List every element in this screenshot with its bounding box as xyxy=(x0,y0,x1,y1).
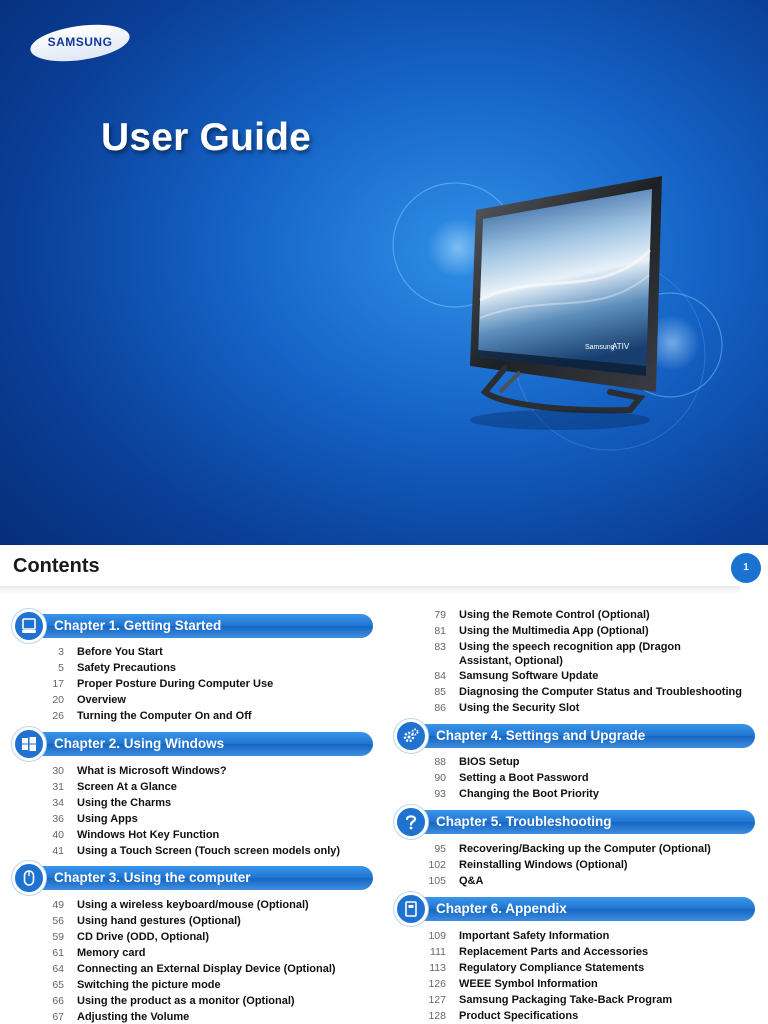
chapter-3-title: Chapter 3. Using the computer xyxy=(32,866,373,890)
toc-page: 41 xyxy=(52,845,64,857)
toc-title: Memory card xyxy=(77,947,146,959)
toc-title: Using Apps xyxy=(77,813,138,825)
toc-page: 81 xyxy=(434,625,446,637)
toc-entry[interactable] xyxy=(0,1010,380,1024)
cover-title: User Guide xyxy=(101,116,312,159)
toc-entry[interactable] xyxy=(0,677,380,693)
toc-title: Q&A xyxy=(459,875,484,887)
toc-title: Samsung Software Update xyxy=(459,670,599,682)
toc-title: Using the Remote Control (Optional) xyxy=(459,609,650,621)
chapter-4-header[interactable] xyxy=(394,723,755,749)
brand-name: SAMSUNG xyxy=(47,35,113,49)
toc-entry[interactable] xyxy=(382,701,768,717)
toc-entry[interactable] xyxy=(0,994,380,1010)
chapter-6-title: Chapter 6. Appendix xyxy=(414,897,755,921)
toc-page: 86 xyxy=(434,702,446,714)
toc-entry[interactable] xyxy=(0,914,380,930)
toc-entry[interactable] xyxy=(382,842,768,858)
toc-entry[interactable] xyxy=(382,640,768,669)
toc-page: 17 xyxy=(52,678,64,690)
toc-page: 20 xyxy=(52,694,64,706)
toc-page: 31 xyxy=(52,781,64,793)
chapter-2-title: Chapter 2. Using Windows xyxy=(32,732,373,756)
toc-title: BIOS Setup xyxy=(459,756,520,768)
toc-entry[interactable] xyxy=(0,962,380,978)
toc-entry[interactable] xyxy=(382,945,768,961)
question-mark-icon xyxy=(394,805,428,839)
toc-entry[interactable] xyxy=(0,898,380,914)
toc-title: Proper Posture During Computer Use xyxy=(77,678,274,690)
monitor-brand: Samsung xyxy=(585,344,615,351)
toc-entry[interactable] xyxy=(382,624,768,640)
toc-page: 26 xyxy=(52,710,64,722)
toc-page: 34 xyxy=(52,797,64,809)
chapter-1-header[interactable] xyxy=(12,613,373,639)
toc-page: 102 xyxy=(428,859,446,871)
toc-entry[interactable] xyxy=(382,929,768,945)
toc-title: Screen At a Glance xyxy=(77,781,177,793)
toc-page: 30 xyxy=(52,765,64,777)
header-divider xyxy=(0,586,740,594)
toc-entry[interactable] xyxy=(0,978,380,994)
computer-icon xyxy=(12,609,46,643)
toc-title: Changing the Boot Priority xyxy=(459,788,599,800)
book-icon xyxy=(394,892,428,926)
chapter-1-title: Chapter 1. Getting Started xyxy=(32,614,373,638)
toc-title: Important Safety Information xyxy=(459,930,610,942)
toc-entry[interactable] xyxy=(382,993,768,1009)
toc-title: Samsung Packaging Take-Back Program xyxy=(459,994,673,1006)
toc-title: Using the Charms xyxy=(77,797,172,809)
toc-title: Switching the picture mode xyxy=(77,979,221,991)
chapter-3-header[interactable] xyxy=(12,865,373,891)
chapter-3-entries-right xyxy=(382,608,768,717)
toc-page: 36 xyxy=(52,813,64,825)
toc-entry[interactable] xyxy=(382,874,768,890)
toc-entry[interactable] xyxy=(0,780,380,796)
toc-title: Before You Start xyxy=(77,646,163,658)
toc-title: Regulatory Compliance Statements xyxy=(459,962,645,974)
windows-logo-icon xyxy=(12,727,46,761)
toc-entry[interactable] xyxy=(0,796,380,812)
chapter-6-header[interactable] xyxy=(394,896,755,922)
toc-page: 59 xyxy=(52,931,64,943)
toc-entry[interactable] xyxy=(0,812,380,828)
toc-entry[interactable] xyxy=(382,669,768,685)
toc-title: Connecting an External Display Device (Optional) xyxy=(77,963,336,975)
toc-title: Using a wireless keyboard/mouse (Optional) xyxy=(77,899,309,911)
toc-entry[interactable] xyxy=(0,946,380,962)
chapter-3-entries-left xyxy=(0,898,380,1024)
toc-page: 105 xyxy=(428,875,446,887)
toc-page: 85 xyxy=(434,686,446,698)
chapter-5-entries xyxy=(382,842,768,890)
toc-title: Using the Security Slot xyxy=(459,702,580,714)
toc-title: Turning the Computer On and Off xyxy=(77,710,252,722)
contents-heading: Contents xyxy=(13,555,100,577)
toc-title: Recovering/Backing up the Computer (Optional) xyxy=(459,843,711,855)
toc-page: 95 xyxy=(434,843,446,855)
toc-page: 65 xyxy=(52,979,64,991)
chapter-5-header[interactable] xyxy=(394,809,755,835)
toc-title: Replacement Parts and Accessories xyxy=(459,946,649,958)
chapter-1-entries xyxy=(0,645,380,725)
toc-title: Using the Multimedia App (Optional) xyxy=(459,625,649,637)
gears-icon xyxy=(394,719,428,753)
toc-entry[interactable] xyxy=(0,645,380,661)
toc-page: 90 xyxy=(434,772,446,784)
toc-entry[interactable] xyxy=(0,930,380,946)
toc-page: 88 xyxy=(434,756,446,768)
chapter-2-entries xyxy=(0,764,380,860)
toc-entry[interactable] xyxy=(382,685,768,701)
toc-entry[interactable] xyxy=(0,709,380,725)
toc-page: 127 xyxy=(428,994,446,1006)
chapter-4-entries xyxy=(382,755,768,803)
toc-title: Safety Precautions xyxy=(77,662,177,674)
mouse-icon xyxy=(12,861,46,895)
samsung-logo xyxy=(30,26,130,60)
toc-page: 61 xyxy=(52,947,64,959)
toc-title: Overview xyxy=(77,694,126,706)
toc-title: CD Drive (ODD, Optional) xyxy=(77,931,210,943)
toc-page: 109 xyxy=(428,930,446,942)
toc-entry[interactable] xyxy=(0,828,380,844)
toc-title: WEEE Symbol Information xyxy=(459,978,598,990)
chapter-4-title: Chapter 4. Settings and Upgrade xyxy=(414,724,755,748)
toc-entry[interactable] xyxy=(382,771,768,787)
toc-title: Diagnosing the Computer Status and Troubleshooting xyxy=(459,686,742,698)
toc-page: 113 xyxy=(429,962,446,974)
toc-entry[interactable] xyxy=(0,693,380,709)
toc-title: Using hand gestures (Optional) xyxy=(77,915,241,927)
toc-entry[interactable] xyxy=(382,961,768,977)
toc-entry[interactable] xyxy=(382,858,768,874)
toc-page: 67 xyxy=(52,1011,64,1023)
toc-title: Windows Hot Key Function xyxy=(77,829,220,841)
toc-page: 126 xyxy=(428,978,446,990)
toc-entry[interactable] xyxy=(382,787,768,803)
toc-title: Using the speech recognition app (Dragon Assistant, Optional) xyxy=(459,641,681,667)
chapter-2-header[interactable] xyxy=(12,731,373,757)
toc-page: 49 xyxy=(52,899,64,911)
toc-entry[interactable] xyxy=(0,764,380,780)
toc-title: Adjusting the Volume xyxy=(77,1011,190,1023)
chapter-5-title: Chapter 5. Troubleshooting xyxy=(414,810,755,834)
toc-entry[interactable] xyxy=(382,977,768,993)
page-number-badge: 1 xyxy=(731,553,761,583)
toc-page: 93 xyxy=(434,788,446,800)
toc-page: 56 xyxy=(52,915,64,927)
toc-page: 66 xyxy=(52,995,64,1007)
toc-page: 3 xyxy=(58,646,64,658)
toc-title: Using a Touch Screen (Touch screen models only) xyxy=(77,845,341,857)
toc-page: 64 xyxy=(52,963,64,975)
toc-title: Reinstalling Windows (Optional) xyxy=(459,859,628,871)
toc-page: 5 xyxy=(58,662,64,674)
monitor-model: ATIV xyxy=(612,342,630,351)
toc-entry[interactable] xyxy=(0,661,380,677)
chapter-6-entries xyxy=(382,929,768,1024)
toc-entry[interactable] xyxy=(382,1009,768,1024)
toc-page: 128 xyxy=(428,1010,446,1022)
toc-title: Product Specifications xyxy=(459,1010,579,1022)
toc-entry[interactable] xyxy=(382,755,768,771)
toc-page: 83 xyxy=(434,641,446,653)
toc-page: 79 xyxy=(434,609,446,621)
toc-page: 40 xyxy=(52,829,64,841)
toc-title: Using the product as a monitor (Optional) xyxy=(77,995,295,1007)
toc-page: 84 xyxy=(434,670,446,682)
toc-entry[interactable] xyxy=(0,844,380,860)
toc-title: What is Microsoft Windows? xyxy=(77,765,227,777)
toc-entry[interactable] xyxy=(382,608,768,624)
toc-title: Setting a Boot Password xyxy=(459,772,589,784)
toc-page: 111 xyxy=(430,946,446,958)
